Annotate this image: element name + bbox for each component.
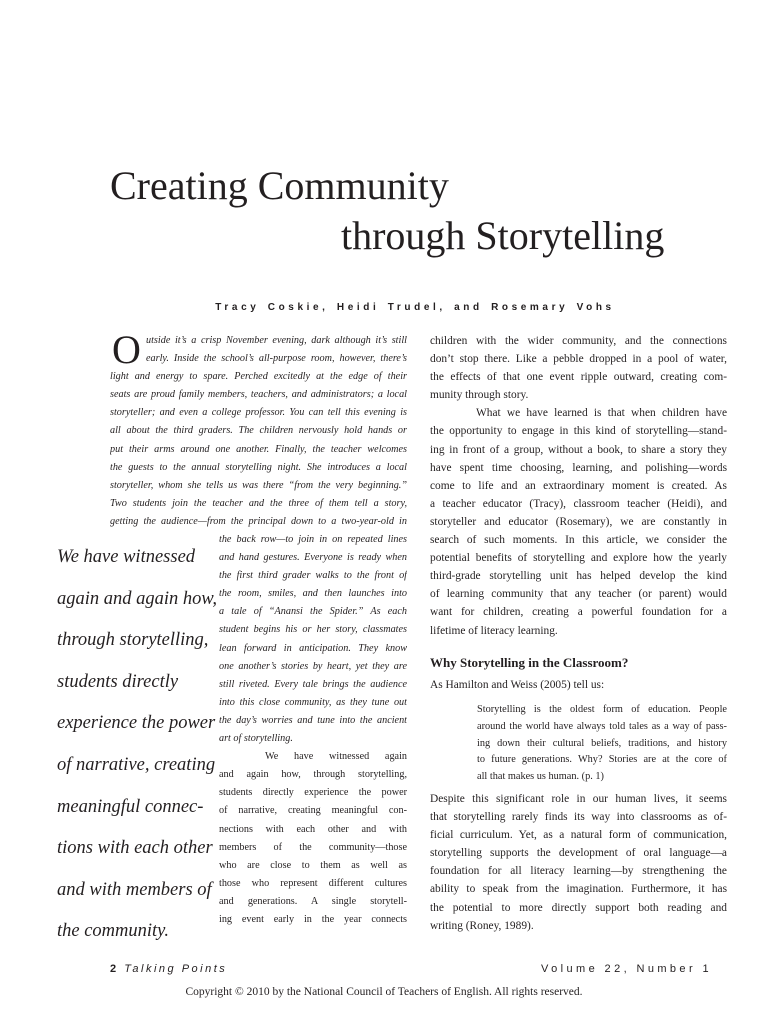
narrow-italic-line: lean forward in anticipation. They know xyxy=(219,642,407,654)
pull-quote-line: students directly xyxy=(57,671,179,692)
body-line: search of such moments. In this article, we consider the xyxy=(430,534,727,547)
right-column-bottom xyxy=(430,790,727,935)
pull-quote-line: and with members of xyxy=(57,879,212,900)
opening-line: the guests to the annual storytelling night. She introduces a local xyxy=(110,461,407,473)
narrow-body-line: those who represent different cultures xyxy=(219,877,407,889)
block-quote-line: around the world have always told tales as a way of pass- xyxy=(477,720,727,732)
narrow-italic-line: still riveted. Every tale brings the audience xyxy=(219,678,407,690)
opening-line: all about the third graders. The children nervously hold hands or xyxy=(110,425,407,437)
narrow-italic-line: student begins his or her story, classmates xyxy=(219,624,407,636)
body-line: ing in front of a group, without a book, to share a story they xyxy=(430,443,727,456)
narrow-italic-line: the day’s worries and tune into the ancient xyxy=(219,714,407,726)
article-title-line-2: through Storytelling xyxy=(341,213,665,258)
pull-quote xyxy=(57,537,215,953)
body-line: don’t stop there. Like a pebble dropped in a pool of water, xyxy=(430,353,727,366)
opening-line: Two students join the teacher and the three of them tell a story, xyxy=(110,497,407,509)
narrow-column xyxy=(219,531,407,929)
volume-info: Volume 22, Number 1 xyxy=(541,963,712,975)
block-quote-line: ing down their cultural beliefs, traditions, and history xyxy=(477,737,727,749)
journal-name: Talking Points xyxy=(124,963,228,975)
narrow-italic-line: the first third grader walks to the front of xyxy=(219,570,407,582)
narrow-body-line: ing event early in the year connects xyxy=(219,913,407,925)
body-line: lifetime of literacy learning. xyxy=(430,624,558,637)
article-title-line-1: Creating Community xyxy=(110,163,449,208)
body-line: foundation for all literacy learning—by strengthening the xyxy=(430,865,727,878)
body-line: the opportunity to engage in this kind of storytelling—stand- xyxy=(430,425,727,438)
drop-cap: O xyxy=(112,327,141,372)
narrow-body-line: nections with each other and with xyxy=(219,823,407,835)
body-line: the potential to more directly support both reading and xyxy=(430,901,727,914)
pull-quote-line: experience the power xyxy=(57,713,216,734)
copyright-notice: Copyright © 2010 by the National Council of Teachers of English. All rights reserved. xyxy=(185,986,583,998)
body-line: come to life and an extraordinary moment is created. As xyxy=(430,479,727,492)
narrow-body-line: students directly experience the power xyxy=(219,787,407,799)
body-line: potential benefits of storytelling and explore how the yearly xyxy=(430,552,727,565)
narrow-italic-line: into this close community, as they tune out xyxy=(219,696,407,708)
opening-line: getting the audience—from the principal down to a two-year-old in xyxy=(110,515,407,527)
opening-line: storyteller, whom she tells us was there “from the very beginning.” xyxy=(110,479,407,491)
narrow-body-line: We have witnessed again xyxy=(265,751,407,763)
right-column-top xyxy=(430,332,727,640)
pull-quote-line: We have witnessed xyxy=(57,547,196,567)
narrow-italic-line: a tale of “Anansi the Spider.” As each xyxy=(219,606,407,618)
narrow-italic-line: and hand gestures. Everyone is ready when xyxy=(219,552,407,564)
opening-vignette xyxy=(110,327,407,531)
opening-line: light and energy to spare. Perched excitedly at the edge of their xyxy=(110,371,407,383)
footer-left xyxy=(110,963,227,975)
body-line: ficial curriculum. Yet, as a natural form of communication, xyxy=(430,829,727,842)
body-line: the effects of that one event ripple outward, creating com- xyxy=(430,371,727,384)
section-heading: Why Storytelling in the Classroom? xyxy=(430,655,629,670)
pull-quote-line: tions with each other xyxy=(57,838,213,859)
body-line: of learning community that any teacher (or parent) would xyxy=(430,588,727,601)
block-quote-line: to future generations. Why? Stories are at the core of xyxy=(477,754,727,766)
narrow-body-line: and generations. A single storytell- xyxy=(219,895,407,907)
opening-line: early. Inside the school’s all-purpose room, however, there’s xyxy=(146,353,407,365)
body-line: What we have learned is that when children have xyxy=(476,407,727,420)
pull-quote-line: of narrative, creating xyxy=(57,754,216,775)
narrow-body-line: of narrative, creating meaningful con- xyxy=(219,805,407,817)
narrow-italic-line: art of storytelling. xyxy=(219,733,293,745)
body-line: Despite this significant role in our human lives, it seems xyxy=(430,793,727,805)
body-line: third-grade storytelling unit has helped develop the kind xyxy=(430,570,727,583)
narrow-body-line: and again how, through storytelling, xyxy=(219,769,407,781)
opening-line: storyteller; and even a college professor. You can tell this evening is xyxy=(110,407,407,419)
narrow-body-line: who are close to them as well as xyxy=(219,859,407,871)
narrow-italic-line: the room, smiles, and then launches into xyxy=(219,588,407,600)
body-line: storyteller and educator (Rosemary), we are constantly in xyxy=(430,515,727,528)
pull-quote-line: through storytelling, xyxy=(57,630,209,651)
opening-line: put their arms around one another. Finally, the teacher welcomes xyxy=(110,443,407,455)
page-number: 2 xyxy=(110,963,119,975)
body-line: want for children, creating a powerful foundation for a xyxy=(430,606,727,619)
body-line: a teacher educator (Tracy), classroom teacher (Heidi), and xyxy=(430,497,727,510)
narrow-italic-line: one another’s stories by heart, yet they are xyxy=(219,660,407,672)
body-line: have spent time choosing, learning, and polishing—words xyxy=(430,461,727,474)
opening-line: utside it’s a crisp November evening, dark although it’s still xyxy=(146,335,407,346)
quote-intro: As Hamilton and Weiss (2005) tell us: xyxy=(430,679,605,691)
body-line: ability to speak from the imagination. Furthermore, it has xyxy=(430,883,727,896)
narrow-body-line: members of the community—those xyxy=(219,841,407,853)
author-byline: Tracy Coskie, Heidi Trudel, and Rosemary Vohs xyxy=(215,302,615,313)
block-quote-line: all that makes us human. (p. 1) xyxy=(477,771,604,783)
narrow-italic-line: the back row—to join in on repeated lines xyxy=(219,534,407,545)
block-quote xyxy=(477,702,727,786)
body-line: children with the wider community, and the connections xyxy=(430,335,727,347)
body-line: storytelling supports the development of oral language—a xyxy=(430,847,727,860)
body-line: writing (Roney, 1989). xyxy=(430,919,534,932)
pull-quote-line: meaningful connec- xyxy=(57,796,204,817)
opening-line: seats are proud family members, teachers, and administrators; a local xyxy=(110,389,407,401)
pull-quote-line: again and again how, xyxy=(57,588,217,609)
body-line: munity through story. xyxy=(430,389,529,402)
pull-quote-line: the community. xyxy=(57,921,170,942)
body-line: that storytelling rarely finds its way into classrooms as of- xyxy=(430,811,727,824)
block-quote-line: Storytelling is the oldest form of education. People xyxy=(477,704,727,715)
